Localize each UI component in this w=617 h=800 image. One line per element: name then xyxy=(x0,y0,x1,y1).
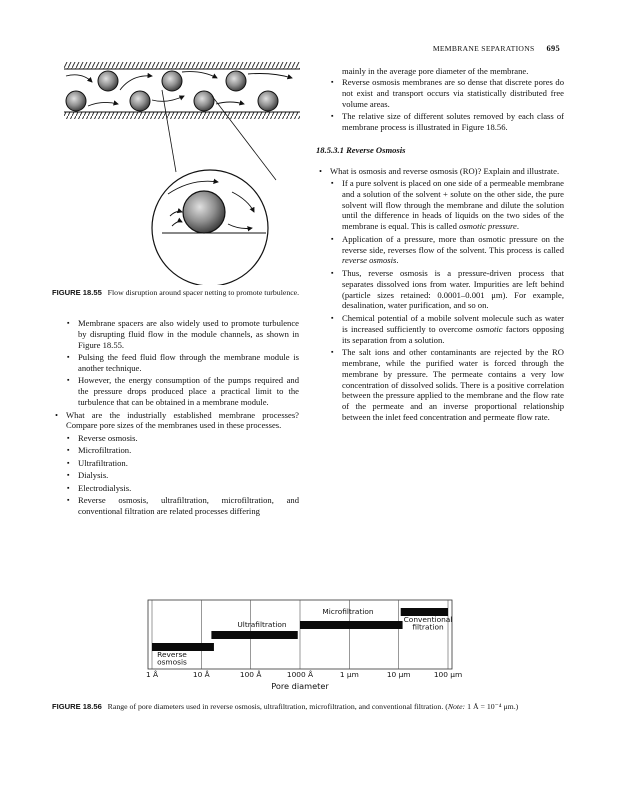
list-item: ▪ Thus, reverse osmosis is a pressure-driven process that separates dissolved ions from water. Impurities are left behind (particle sizes retained: 0.0001–0.001 μm). For example, desalination, water purification, and so on. xyxy=(316,268,564,311)
spacer-filament xyxy=(226,71,246,91)
flow-arrow xyxy=(120,76,152,90)
caption-text: Flow disruption around spacer netting to promote turbulence. xyxy=(107,288,300,297)
running-header xyxy=(433,44,560,53)
flow-arrow xyxy=(152,96,184,101)
list-item: ▪ Reverse osmosis membranes are so dense that discrete pores do not exist and transport occurs via statistically distributed free volume areas. xyxy=(316,77,564,110)
range-bar xyxy=(300,621,403,629)
range-bar xyxy=(211,631,297,639)
flow-arrow xyxy=(216,102,244,104)
right-column xyxy=(316,66,564,424)
spacer-filament xyxy=(66,91,86,111)
list-item: ▪ Ultrafiltration. xyxy=(52,458,299,469)
flow-arrow xyxy=(182,72,217,78)
membrane-channel xyxy=(64,62,300,119)
top-wall-hatch xyxy=(64,62,300,69)
tick-label: 100 Å xyxy=(239,670,262,679)
figure-18-55-illustration xyxy=(52,60,302,285)
tick-label: 1 Å xyxy=(145,670,159,679)
list-item: ▪ Dialysis. xyxy=(52,470,299,481)
figure-18-56-chart xyxy=(142,596,462,696)
section-heading: 18.5.3.1 Reverse Osmosis xyxy=(316,144,406,155)
tick-label: 1 μm xyxy=(339,670,359,679)
list-item: ▪ However, the energy consumption of the pumps required and the pressure drops produced place a practical limit to the turbulence that can be obtained in a membrane module. xyxy=(52,375,299,408)
magnified-spacer-filament xyxy=(183,191,225,233)
bar-label: Conventional xyxy=(403,615,453,624)
bar-label: filtration xyxy=(412,622,444,632)
running-title: MEMBRANE SEPARATIONS xyxy=(432,44,535,53)
caption-text-end: 1 Å = 10⁻⁴ μm.) xyxy=(465,702,519,711)
list-item: ▪ Electrodialysis. xyxy=(52,483,299,494)
list-item: ▪ The relative size of different solutes removed by each class of membrane process is illustrated in Figure 18.56. xyxy=(316,111,564,133)
bar-label: osmosis xyxy=(157,657,187,667)
list-item: ▪ The salt ions and other contaminants are rejected by the RO membrane, while the purified water is forced through the membrane by pressure. The permeate contains a very low concentration of dissolved solids. There is a positive correlation between the pressure applied to the membrane and the flow rate of the permeate and an inverse proportional relationship between the inlet feed concentration and permeate flow rate. xyxy=(316,347,564,423)
spacer-filament xyxy=(98,71,118,91)
magnified-view xyxy=(152,170,268,285)
list-item: ▪ Microfiltration. xyxy=(52,445,299,456)
tick-label: 10 Å xyxy=(192,670,210,679)
bar-label: Reverse xyxy=(157,650,187,659)
bar-label: Microfiltration xyxy=(322,607,374,616)
list-item: ▪ Application of a pressure, more than osmotic pressure on the reverse side, reverses flow of the solvent. This process is called reverse osmosis. xyxy=(316,234,564,267)
note-label: Note: xyxy=(447,702,466,711)
tick-label: 100 μm xyxy=(433,670,462,679)
figure-label: FIGURE 18.56 xyxy=(52,702,102,711)
list-item: ▪ Chemical potential of a mobile solvent molecule such as water is increased sufficiently to overcome osmotic factors opposing its separation from a solution. xyxy=(316,313,564,346)
spacer-filament xyxy=(258,91,278,111)
list-item: ▪ Reverse osmosis. xyxy=(52,433,299,444)
spacer-filament xyxy=(130,91,150,111)
emphasis: reverse osmosis xyxy=(342,255,397,266)
tick-label: 1000 Å xyxy=(286,670,314,679)
list-item: ▪ If a pure solvent is placed on one side of a permeable membrane and a solution of the solvent + solute on the other side, the pure solvent will flow through the membrane and dilute the solution until the difference in heads of liquids on the two sides of the membrane is equal. This is called osmotic pressure. xyxy=(316,178,564,232)
figure-18-55-caption xyxy=(52,288,300,298)
tick-labels xyxy=(146,670,462,679)
question: • What is osmosis and reverse osmosis (RO)? Explain and illustrate. xyxy=(316,166,564,177)
figure-18-56-caption xyxy=(52,702,567,712)
flow-arrow xyxy=(248,74,292,79)
list-item: ▪ Pulsing the feed fluid flow through the membrane module is another technique. xyxy=(52,352,299,374)
bottom-wall-hatch xyxy=(64,112,300,119)
list-item: ▪ Membrane spacers are also widely used to promote turbulence by disrupting fluid flow in the module channels, as shown in Figure 18.55. xyxy=(52,318,299,351)
flow-arrow xyxy=(66,75,92,82)
list-item: ▪ Reverse osmosis, ultrafiltration, microfiltration, and conventional filtration are related processes differing xyxy=(52,495,299,517)
emphasis: osmotic xyxy=(475,323,503,334)
emphasis: osmotic pressure xyxy=(459,221,517,232)
question: • What are the industrially established membrane processes? Compare pore sizes of the membranes used in these processes. xyxy=(52,410,299,432)
spacer-filament xyxy=(162,71,182,91)
spacer-filament xyxy=(194,91,214,111)
tick-label: 10 μm xyxy=(386,670,411,679)
x-axis-label: Pore diameter xyxy=(271,681,329,691)
caption-text: Range of pore diameters used in reverse osmosis, ultrafiltration, microfiltration, and conventional filtration. ( xyxy=(107,702,448,711)
page-number: 695 xyxy=(546,44,560,53)
spacer-filaments xyxy=(66,71,278,111)
flow-arrow xyxy=(88,102,118,106)
left-column xyxy=(52,318,299,518)
figure-label: FIGURE 18.55 xyxy=(52,288,102,297)
bar-label: Ultrafiltration xyxy=(237,620,287,629)
continued-text: mainly in the average pore diameter of the membrane. xyxy=(342,66,529,76)
